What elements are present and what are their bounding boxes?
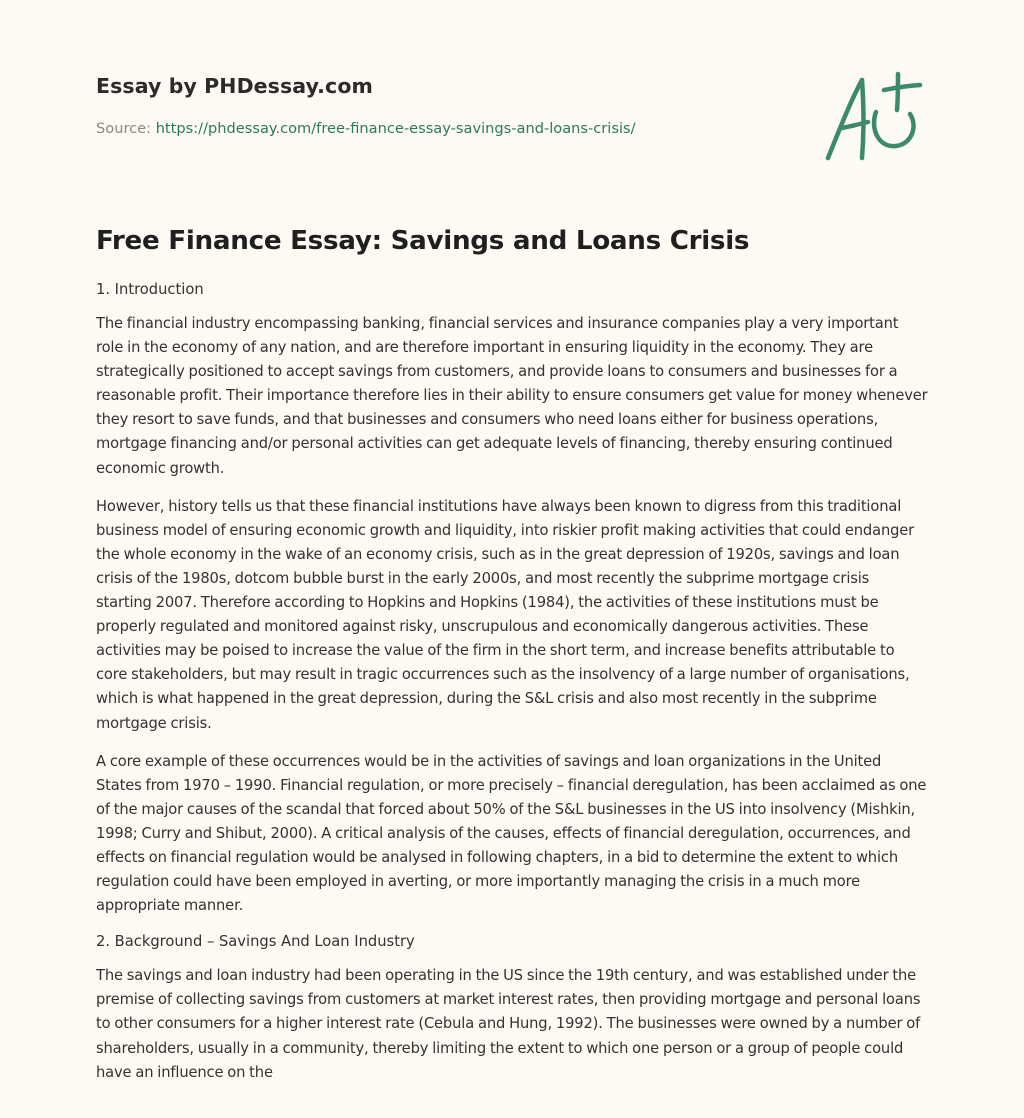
site-brand: Essay by PHDessay.com [96, 74, 373, 98]
section-heading-background: 2. Background – Savings And Loan Industry [96, 933, 415, 951]
paragraph-2: However, history tells us that these financial institutions have always been known to digress from this traditional business model of ensuring economic growth and liquidity, into riskier profit making activities that could endanger the whole economy in the wake of an economy crisis, such as in the great depression of 1920s, savings and loan crisis of the 1980s, dotcom bubble burst in the early 2000s, and most recently the subprime mortgage crisis starting 2007. Therefore according to Hopkins and Hopkins (1984), the activities of these institutions must be properly regulated and monitored against risky, unscrupulous and economically dangerous activities. These activities may be poised to increase the value of the firm in the short term, and increase benefits attributable to core stakeholders, but may result in tragic occurrences such as the insolvency of a large number of organisations, which is what happened in the great depression, during the S&L crisis and also most recently in the subprime mortgage crisis. [96, 497, 915, 732]
source-label: Source: [96, 120, 152, 137]
source-line [96, 120, 796, 137]
article-body [96, 226, 928, 1099]
section-heading-introduction: 1. Introduction [96, 281, 204, 298]
a-plus-logo-icon [818, 68, 928, 164]
article-title: Free Finance Essay: Savings and Loans Crisis [96, 226, 750, 256]
essay-header [96, 74, 796, 137]
paragraph-1: The financial industry encompassing banking, financial services and insurance companies play a very important role in the economy of any nation, and are therefore important in ensuring liquidity in the economy. They are strategically positioned to accept savings from customers, and provide loans to consumers and businesses for a reasonable profit. Their importance therefore lies in their ability to ensure consumers get value for money whenever they resort to save funds, and that businesses and consumers who need loans either for business operations, mortgage financing and/or personal activities can get adequate levels of financing, thereby ensuring continued economic growth. [96, 315, 928, 477]
paragraph-4: The savings and loan industry had been operating in the US since the 19th century, and was established under the premise of collecting savings from customers at market interest rates, then providing mortgage and personal loans to other consumers for a higher interest rate (Cebula and Hung, 1992). The businesses were owned by a number of shareholders, usually in a community, thereby limiting the extent to which one person or a group of people could have an influence on the [96, 967, 921, 1081]
paragraph-3: A core example of these occurrences would be in the activities of savings and loan organizations in the United States from 1970 – 1990. Financial regulation, or more precisely – financial deregulation, has been acclaimed as one of the major causes of the scandal that forced about 50% of the S&L businesses in the US into insolvency (Mishkin, 1998; Curry and Shibut, 2000). A critical analysis of the causes, effects of financial deregulation, occurrences, and effects on financial regulation would be analysed in following chapters, in a bid to determine the extent to which regulation could have been employed in averting, or more importantly managing the crisis in a much more appropriate manner. [96, 752, 927, 915]
source-link[interactable]: https://phdessay.com/free-finance-essay-savings-and-loans-crisis/ [155, 120, 636, 137]
